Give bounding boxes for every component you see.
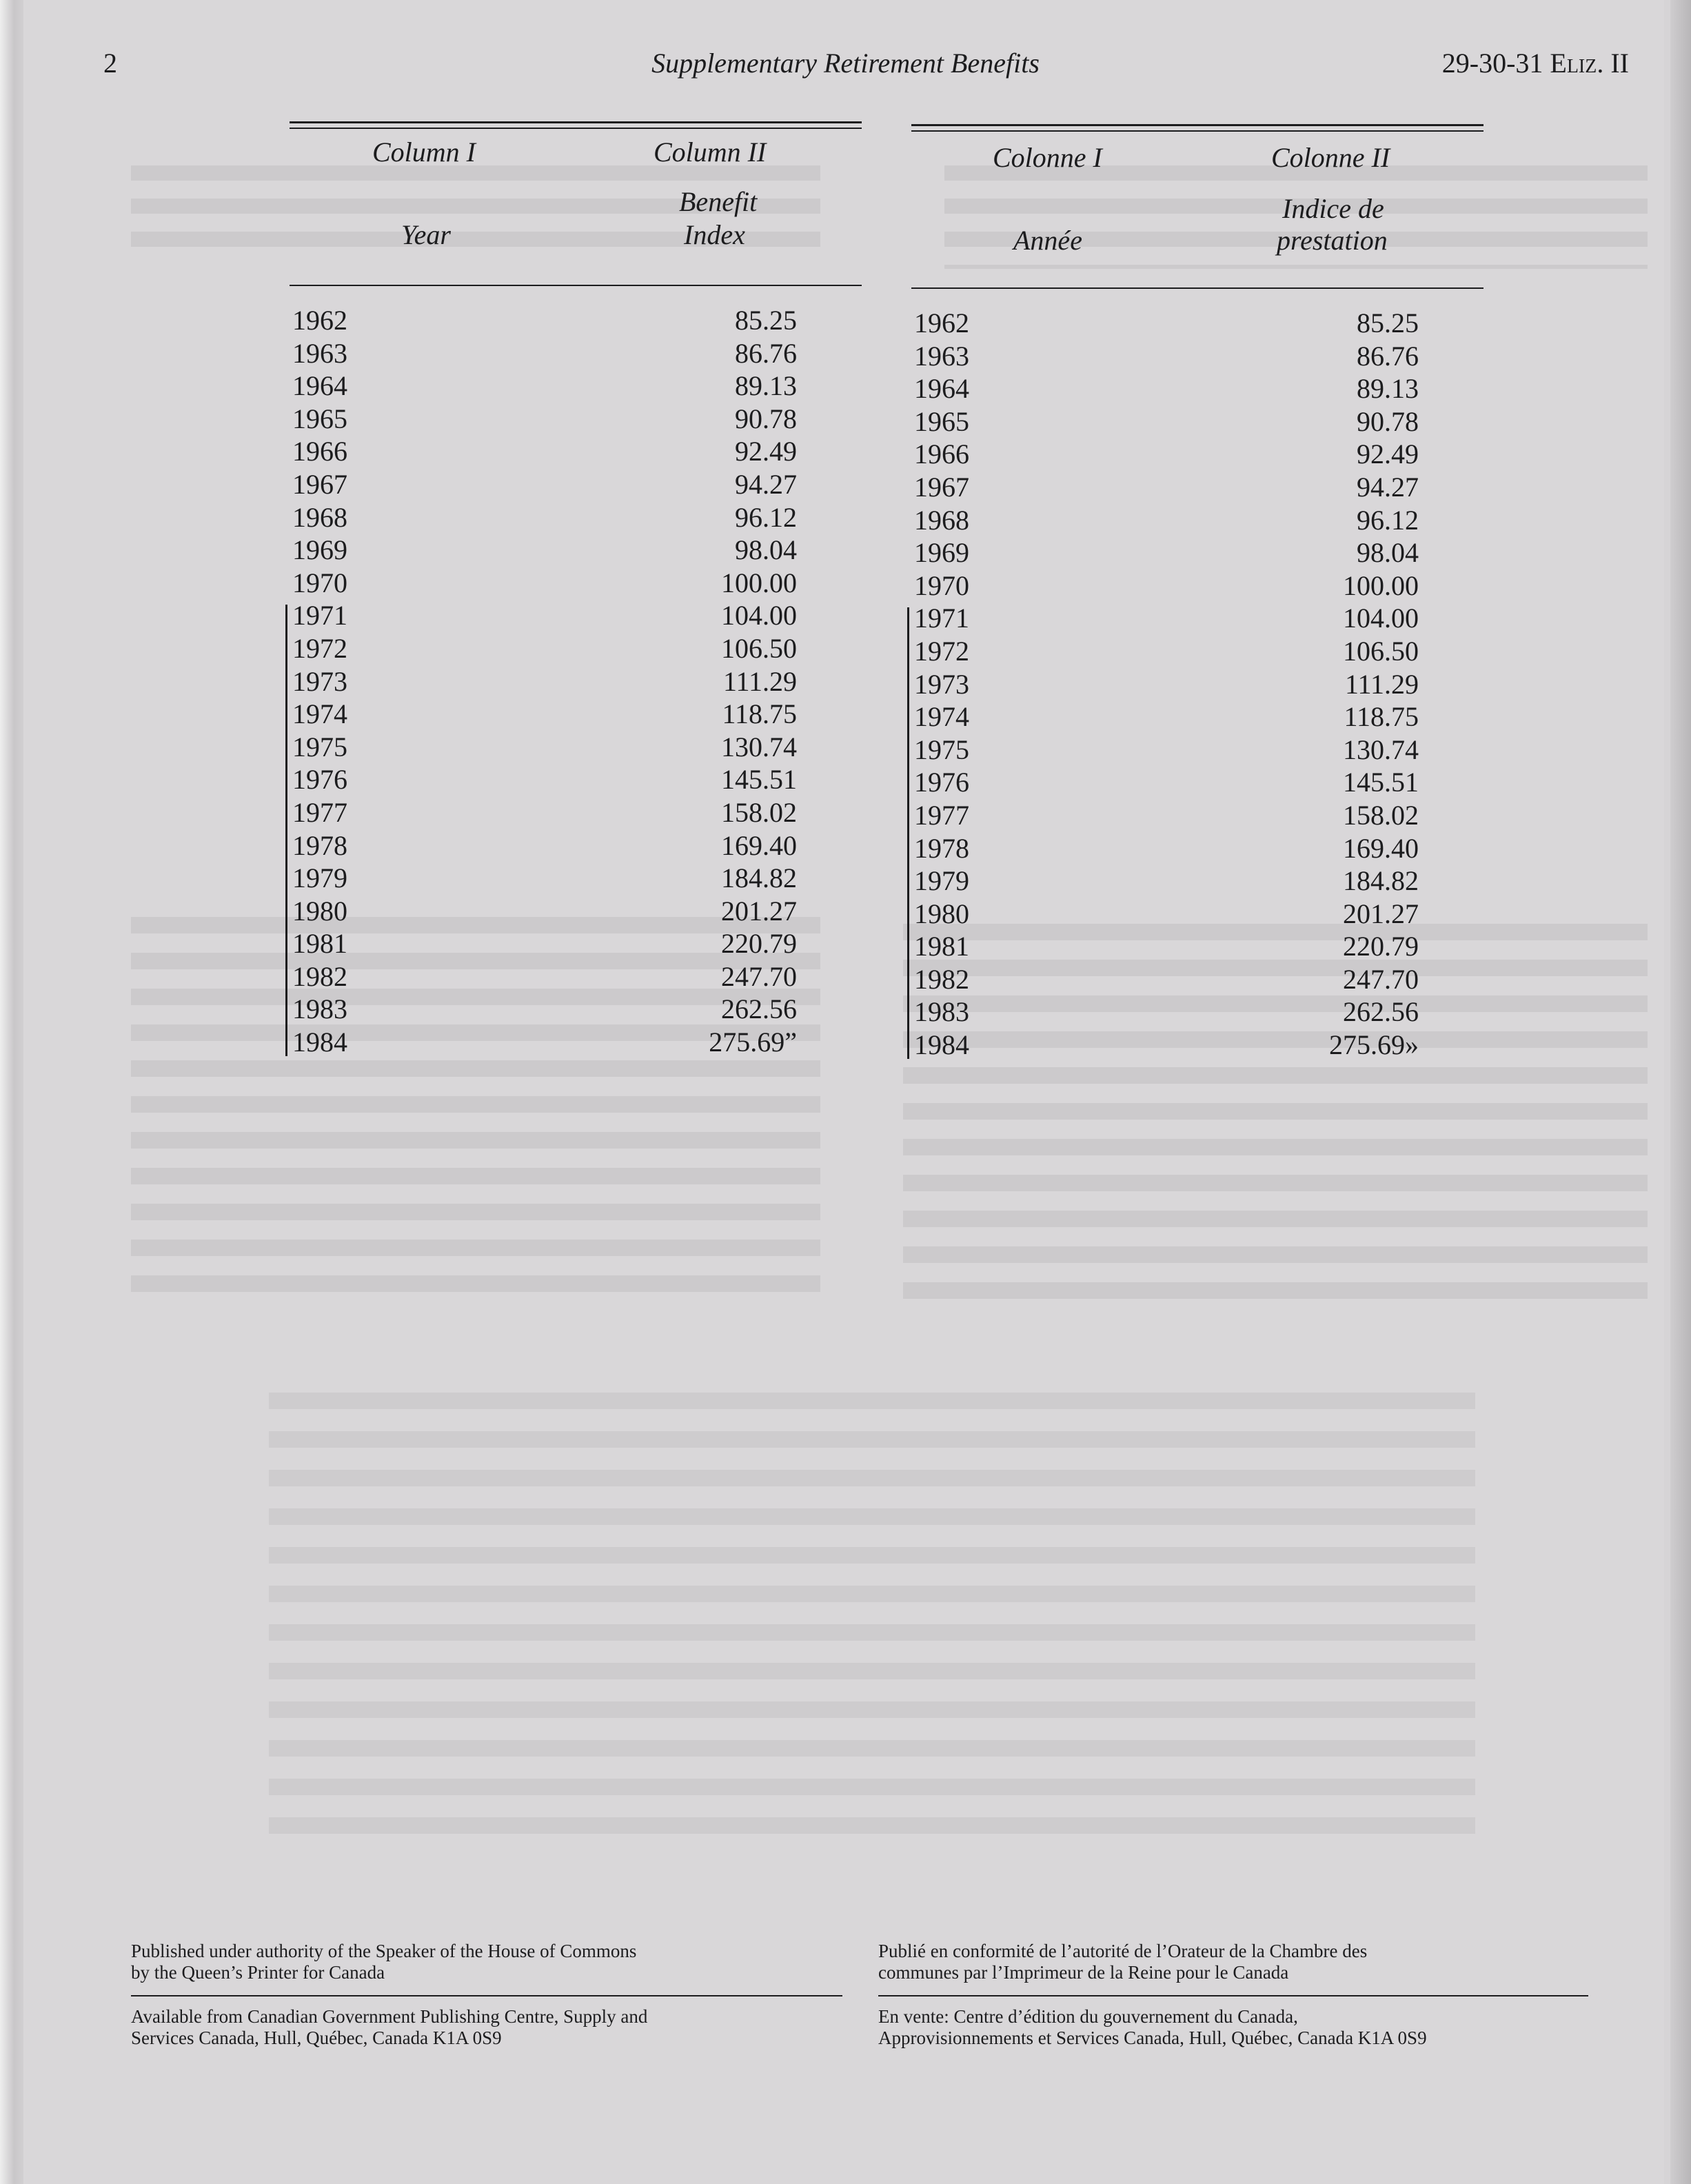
column-1-heading: Colonne I	[993, 142, 1102, 173]
index-value-cell: 118.75	[1344, 701, 1419, 733]
year-cell: 1979	[292, 862, 347, 894]
footer-available-fr	[878, 2006, 1427, 2049]
year-cell: 1974	[292, 698, 347, 730]
table-header-rule	[911, 287, 1484, 289]
index-value-cell: 96.12	[735, 501, 797, 533]
table-row	[290, 698, 862, 731]
index-value-cell: 100.00	[1343, 569, 1419, 601]
footer-line: Published under authority of the Speaker of the House of Commons	[131, 1941, 637, 1961]
year-cell: 1980	[914, 898, 969, 929]
table-row	[290, 534, 862, 567]
year-cell: 1981	[914, 931, 969, 962]
footer-line: Approvisionnements et Services Canada, Hull, Québec, Canada K1A 0S9	[878, 2028, 1427, 2048]
table-row	[911, 930, 1484, 963]
table-row	[911, 536, 1484, 569]
index-value-cell: 201.27	[1343, 898, 1419, 929]
footer-line: En vente: Centre d’édition du gouvernement du Canada,	[878, 2006, 1298, 2027]
year-cell: 1976	[292, 764, 347, 796]
index-value-cell: 247.70	[721, 960, 797, 992]
index-value-cell: 98.04	[1357, 537, 1419, 569]
year-cell: 1966	[292, 436, 347, 467]
table-row	[290, 796, 862, 829]
year-cell: 1965	[292, 403, 347, 434]
index-value-cell: 111.29	[1344, 668, 1419, 700]
footer-published-en	[131, 1941, 636, 1983]
index-value-cell: 90.78	[1357, 405, 1419, 437]
index-value-cell: 94.27	[735, 468, 797, 500]
year-cell: 1970	[914, 569, 969, 601]
column-1-subheading: Année	[1013, 225, 1082, 256]
year-cell: 1962	[292, 305, 347, 336]
index-value-cell: 169.40	[1343, 832, 1419, 864]
table-row	[290, 960, 862, 993]
index-value-cell: 96.12	[1357, 504, 1419, 536]
table-row	[290, 468, 862, 501]
index-value-cell: 90.78	[735, 403, 797, 434]
index-value-cell: 86.76	[1357, 340, 1419, 372]
index-value-cell: 98.04	[735, 534, 797, 566]
index-value-cell: 262.56	[721, 993, 797, 1025]
benefit-index-table-en	[290, 121, 862, 1059]
table-row	[290, 337, 862, 370]
table-row	[911, 700, 1484, 734]
page-edge-left	[0, 0, 23, 2184]
index-value-cell: 158.02	[721, 796, 797, 828]
index-value-cell: 111.29	[722, 665, 797, 697]
index-value-cell: 89.13	[735, 370, 797, 402]
table-row	[290, 993, 862, 1026]
year-cell: 1975	[292, 731, 347, 762]
table-row	[911, 372, 1484, 405]
table-row	[911, 832, 1484, 865]
table-row	[911, 307, 1484, 340]
footer-line: Services Canada, Hull, Québec, Canada K1A 0S9	[131, 2028, 502, 2048]
table-row	[911, 602, 1484, 635]
year-cell: 1983	[292, 993, 347, 1025]
page-edge-right	[1670, 0, 1691, 2184]
table-row	[911, 963, 1484, 996]
year-cell: 1968	[292, 501, 347, 533]
year-cell: 1976	[914, 767, 969, 798]
footer-line: Publié en conformité de l’autorité de l’Orateur de la Chambre des	[878, 1941, 1368, 1961]
index-value-cell: 145.51	[721, 764, 797, 796]
show-through-texture	[269, 1393, 1475, 1834]
table-row	[290, 927, 862, 960]
index-value-cell: 169.40	[721, 829, 797, 861]
year-cell: 1967	[914, 471, 969, 503]
page-number: 2	[103, 48, 117, 79]
table-row	[290, 665, 862, 698]
table-row	[290, 304, 862, 337]
table-row	[911, 569, 1484, 603]
year-cell: 1978	[914, 832, 969, 864]
index-value-cell: 85.25	[1357, 307, 1419, 338]
table-row	[911, 340, 1484, 373]
table-row	[290, 501, 862, 534]
table-row	[290, 1026, 862, 1059]
index-value-cell: 275.69»	[1329, 1029, 1419, 1061]
index-value-cell: 89.13	[1357, 373, 1419, 405]
index-value-cell: 220.79	[1343, 931, 1419, 962]
index-value-cell: 201.27	[721, 895, 797, 927]
table-row	[911, 471, 1484, 504]
column-1-subheading: Year	[401, 219, 451, 250]
index-value-cell: 118.75	[722, 698, 797, 730]
table-column-headings	[911, 132, 1484, 287]
table-top-rule	[911, 124, 1484, 132]
year-cell: 1964	[914, 373, 969, 405]
table-row	[911, 438, 1484, 471]
index-value-cell: 262.56	[1343, 996, 1419, 1028]
index-value-cell: 86.76	[735, 337, 797, 369]
regnal-prefix: 29-30-31	[1441, 48, 1550, 79]
table-row	[290, 763, 862, 796]
year-cell: 1982	[292, 960, 347, 992]
footer-line: communes par l’Imprimeur de la Reine pour le Canada	[878, 1962, 1289, 1983]
index-value-cell: 92.49	[735, 436, 797, 467]
year-cell: 1969	[914, 537, 969, 569]
year-cell: 1967	[292, 468, 347, 500]
year-cell: 1962	[914, 307, 969, 338]
table-row	[290, 895, 862, 928]
table-header-rule	[290, 285, 862, 286]
year-cell: 1963	[914, 340, 969, 372]
table-row	[911, 504, 1484, 537]
year-cell: 1975	[914, 734, 969, 765]
table-row	[911, 734, 1484, 767]
table-row	[911, 799, 1484, 832]
footer-line: Available from Canadian Government Publishing Centre, Supply and	[131, 2006, 648, 2027]
table-row	[911, 766, 1484, 799]
table-top-rule	[290, 121, 862, 129]
year-cell: 1965	[914, 405, 969, 437]
index-value-cell: 94.27	[1357, 471, 1419, 503]
index-value-cell: 104.00	[1343, 603, 1419, 634]
year-cell: 1971	[914, 603, 969, 634]
year-cell: 1966	[914, 438, 969, 470]
index-value-cell: 247.70	[1343, 963, 1419, 995]
year-cell: 1964	[292, 370, 347, 402]
running-title: Supplementary Retirement Benefits	[651, 48, 1040, 79]
table-row	[911, 898, 1484, 931]
index-value-cell: 220.79	[721, 928, 797, 960]
table-row	[911, 865, 1484, 898]
column-1-heading: Column I	[372, 136, 476, 168]
year-cell: 1983	[914, 996, 969, 1028]
index-value-cell: 130.74	[721, 731, 797, 762]
year-cell: 1969	[292, 534, 347, 566]
year-cell: 1963	[292, 337, 347, 369]
year-cell: 1979	[914, 865, 969, 897]
footer-rule-fr	[878, 1995, 1588, 1996]
index-value-cell: 106.50	[721, 632, 797, 664]
table-row	[290, 567, 862, 600]
column-2-subheading-line1: Indice de	[1282, 193, 1384, 224]
index-value-cell: 145.51	[1343, 767, 1419, 798]
year-cell: 1984	[292, 1027, 347, 1058]
column-2-subheading-line1: Benefit	[679, 186, 758, 217]
amendment-margin-bar	[285, 605, 287, 1055]
index-value-cell: 275.69”	[709, 1027, 797, 1058]
year-cell: 1974	[914, 701, 969, 733]
footer-rule-en	[131, 1995, 842, 1996]
table-column-headings	[290, 129, 862, 285]
year-cell: 1968	[914, 504, 969, 536]
column-2-subheading-line2: prestation	[1277, 225, 1388, 256]
year-cell: 1973	[914, 668, 969, 700]
table-row	[911, 668, 1484, 701]
index-value-cell: 92.49	[1357, 438, 1419, 470]
year-cell: 1982	[914, 963, 969, 995]
year-cell: 1971	[292, 600, 347, 631]
index-value-cell: 158.02	[1343, 799, 1419, 831]
regnal-year	[1442, 47, 1629, 79]
benefit-index-table-fr	[911, 124, 1484, 1062]
table-row	[290, 403, 862, 436]
index-value-cell: 130.74	[1343, 734, 1419, 765]
table-row	[290, 370, 862, 403]
year-cell: 1977	[292, 796, 347, 828]
column-2-heading: Column II	[654, 136, 767, 168]
table-body	[290, 304, 862, 1059]
year-cell: 1984	[914, 1029, 969, 1061]
year-cell: 1980	[292, 895, 347, 927]
column-2-subheading-line2: Index	[684, 219, 745, 250]
index-value-cell: 104.00	[721, 600, 797, 631]
table-row	[290, 829, 862, 862]
table-body	[911, 307, 1484, 1062]
index-value-cell: 184.82	[1343, 865, 1419, 897]
index-value-cell: 184.82	[721, 862, 797, 894]
index-value-cell: 106.50	[1343, 635, 1419, 667]
year-cell: 1977	[914, 799, 969, 831]
year-cell: 1978	[292, 829, 347, 861]
column-2-heading: Colonne II	[1271, 142, 1390, 173]
year-cell: 1970	[292, 567, 347, 598]
table-row	[290, 632, 862, 665]
footer-available-en	[131, 2006, 647, 2049]
index-value-cell: 100.00	[721, 567, 797, 598]
year-cell: 1981	[292, 928, 347, 960]
footer-line: by the Queen’s Printer for Canada	[131, 1962, 385, 1983]
table-row	[290, 435, 862, 468]
index-value-cell: 85.25	[735, 305, 797, 336]
amendment-margin-bar	[907, 607, 909, 1058]
table-row	[911, 995, 1484, 1029]
table-row	[290, 862, 862, 895]
year-cell: 1972	[914, 635, 969, 667]
table-row	[911, 405, 1484, 438]
year-cell: 1973	[292, 665, 347, 697]
regnal-sovereign: Eliz. II	[1550, 48, 1629, 79]
table-row	[911, 1029, 1484, 1062]
table-row	[290, 599, 862, 632]
table-row	[290, 731, 862, 764]
footer-published-fr	[878, 1941, 1367, 1983]
year-cell: 1972	[292, 632, 347, 664]
table-row	[911, 635, 1484, 668]
